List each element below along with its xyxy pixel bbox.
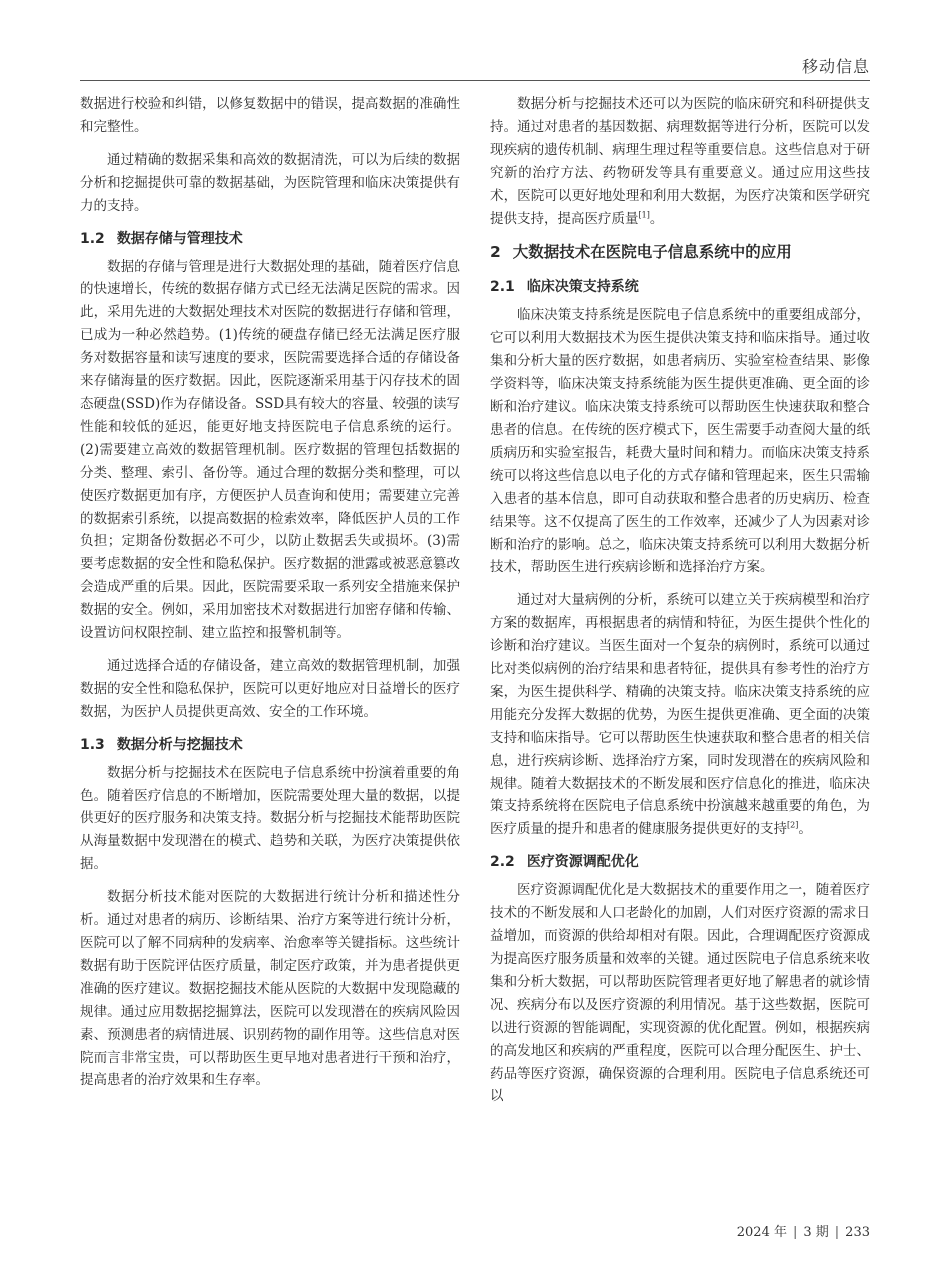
page-number: 233 [845, 1225, 870, 1240]
header-divider [80, 80, 870, 81]
paragraph-text: 通过对大量病例的分析，系统可以建立关于疾病模型和治疗方案的数据库，再根据患者的病情和特征，为医生提供个性化的诊断和治疗建议。当医生面对一个复杂的病例时，系统可以通过比对类似病例的治疗结果和患者特征，提供具有参考性的治疗方案，为医生提供科学、精确的决策支持。临床决策支持系统的应用能充分发挥大数据的优势，为医生提供更准确、更全面的决策支持和临床指导。它可以帮助医生快速获取和整合患者的相关信息，进行疾病诊断、选择治疗方案，同时发现潜在的疾病风险和规律。随着大数据技术的不断发展和医疗信息化的推进，临床决策支持系统将在医院电子信息系统中扮演越来越重要的角色，为医疗质量的提升和患者的健康服务提供更好的支持 [490, 592, 870, 838]
section-title: 临床决策支持系统 [526, 279, 639, 296]
footer-separator: | [834, 1225, 840, 1240]
journal-name: 移动信息 [801, 57, 870, 76]
right-column [490, 93, 870, 1108]
paragraph: 医疗资源调配优化是大数据技术的重要作用之一，随着医疗技术的不断发展和人口老龄化的加剧，人们对医疗资源的需求日益增加，而资源的供给却相对有限。因此，合理调配医疗资源成为提高医疗服务质量和效率的关键。通过医院电子信息系统来收集和分析大数据，可以帮助医院管理者更好地了解患者的就诊情况、疾病分布以及医疗资源的利用情况。基于这些数据，医院可以进行资源的智能调配，实现资源的优化配置。例如，根据疾病的高发地区和疾病的严重程度，医院可以合理分配医生、护士、药品等医疗资源，确保资源的合理利用。医院电子信息系统还可以 [490, 882, 870, 1105]
paragraph: 通过选择合适的存储设备，建立高效的数据管理机制，加强数据的安全性和隐私保护，医院可以更好地应对日益增长的医疗数据，为医护人员提供更高效、安全的工作环境。 [80, 657, 460, 720]
section-heading-2-2 [490, 851, 870, 873]
paragraph: 通过精确的数据采集和高效的数据清洗，可以为后续的数据分析和挖掘提供可靠的数据基础，为医院管理和临床决策提供有力的支持。 [80, 151, 460, 214]
paragraph: 数据的存储与管理是进行大数据处理的基础，随着医疗信息的快速增长，传统的数据存储方式已经无法满足医院的需求。因此，采用先进的大数据处理技术对医院的数据进行存储和管理，已成为一种必然趋势。(1)传统的硬盘存储已经无法满足医疗服务对数据容量和读写速度的要求，医院需要选择合适的存储设备来存储海量的医疗数据。因此，医院逐渐采用基于闪存技术的固态硬盘(SSD)作为存储设备。SSD具有较大的容量、较强的读写性能和较低的延迟，能更好地支持医院电子信息系统的运行。(2)需要建立高效的数据管理机制。医疗数据的管理包括数据的分类、整理、索引、备份等。通过合理的数据分类和整理，可以使医疗数据更加有序，方便医护人员查询和使用；需要建立完善的数据索引系统，以提高数据的检索效率，降低医护人员的工作负担；定期备份数据必不可少，以防止数据丢失或损坏。(3)需要考虑数据的安全性和隐私保护。医疗数据的泄露或被恶意篡改会造成严重的后果。因此，医院需要采取一系列安全措施来保护数据的安全。例如，采用加密技术对数据进行加密存储和传输、设置访问权限控制、建立监控和报警机制等。 [80, 258, 460, 642]
section-title: 医疗资源调配优化 [526, 854, 639, 871]
paragraph-continued: 数据进行校验和纠错，以修复数据中的错误，提高数据的准确性和完整性。 [80, 96, 460, 135]
section-number: 1.3 [80, 736, 105, 753]
paragraph-end: 。 [649, 210, 664, 227]
section-number: 2 [490, 243, 501, 262]
section-number: 1.2 [80, 230, 105, 247]
section-title: 数据存储与管理技术 [116, 230, 243, 247]
paragraph [490, 93, 870, 230]
section-heading-1-2 [80, 228, 460, 250]
footer-issue: 3 期 [803, 1225, 829, 1240]
page-footer [737, 1221, 870, 1240]
section-number: 2.2 [490, 854, 515, 871]
citation-2[interactable]: [2] [787, 820, 799, 830]
paragraph-end: 。 [798, 821, 812, 838]
section-title: 数据分析与挖掘技术 [116, 736, 243, 753]
section-title: 大数据技术在医院电子信息系统中的应用 [512, 243, 792, 262]
paragraph: 数据分析技术能对医院的大数据进行统计分析和描述性分析。通过对患者的病历、诊断结果、治疗方案等进行统计分析，医院可以了解不同病种的发病率、治愈率等关键指标。这些统计数据有助于医院评估医疗质量，制定医疗政策，并为患者提供更准确的医疗建议。数据挖掘技术能从医院的大数据中发现隐藏的规律。通过应用数据挖掘算法，医院可以发现潜在的疾病风险因素、预测患者的病情进展、识别药物的副作用等。这些信息对医院而言非常宝贵，可以帮助医生更早地对患者进行干预和治疗，提高患者的治疗效果和生存率。 [80, 889, 460, 1089]
section-number: 2.1 [490, 279, 515, 296]
paragraph: 数据分析与挖掘技术在医院电子信息系统中扮演着重要的角色。随着医疗信息的不断增加，医院需要处理大量的数据，以提供更好的医疗服务和决策支持。数据分析与挖掘技术能帮助医院从海量数据中发现潜在的模式、趋势和关联，为医疗决策提供依据。 [80, 764, 460, 873]
footer-year: 2024 年 [736, 1225, 787, 1240]
paragraph [490, 589, 870, 841]
section-heading-1-3 [80, 734, 460, 756]
paragraph: 临床决策支持系统是医院电子信息系统中的重要组成部分，它可以利用大数据技术为医生提供决策支持和临床指导。通过收集和分析大量的医疗数据，如患者病历、实验室检查结果、影像学资料等，临床决策支持系统能为医生提供更准确、更全面的诊断和治疗建议。临床决策支持系统可以帮助医生快速获取和整合患者的信息。在传统的医疗模式下，医生需要手动查阅大量的纸质病历和实验室报告，耗费大量时间和精力。而临床决策支持系统可以将这些信息以电子化的方式存储和管理起来，医生只需输入患者的基本信息，即可自动获取和整合患者的历史病历、检查结果等。这不仅提高了医生的工作效率，还减少了人为因素对诊断和治疗的影响。总之，临床决策支持系统可以利用大数据分析技术，帮助医生进行疾病诊断和选择治疗方案。 [490, 307, 870, 576]
footer-separator: | [792, 1225, 798, 1240]
citation-1[interactable]: [1] [638, 210, 650, 220]
section-heading-2-1 [490, 276, 870, 298]
left-column [80, 93, 460, 1092]
paragraph-text: 数据分析与挖掘技术还可以为医院的临床研究和科研提供支持。通过对患者的基因数据、病理数据等进行分析，医院可以发现疾病的遗传机制、病理生理过程等重要信息。这些信息对于研究新的治疗方法、药物研发等具有重要意义。通过应用这些技术，医院可以更好地处理和利用大数据，为医疗决策和医学研究提供支持，提高医疗质量 [490, 96, 870, 227]
section-heading-2 [490, 240, 870, 264]
